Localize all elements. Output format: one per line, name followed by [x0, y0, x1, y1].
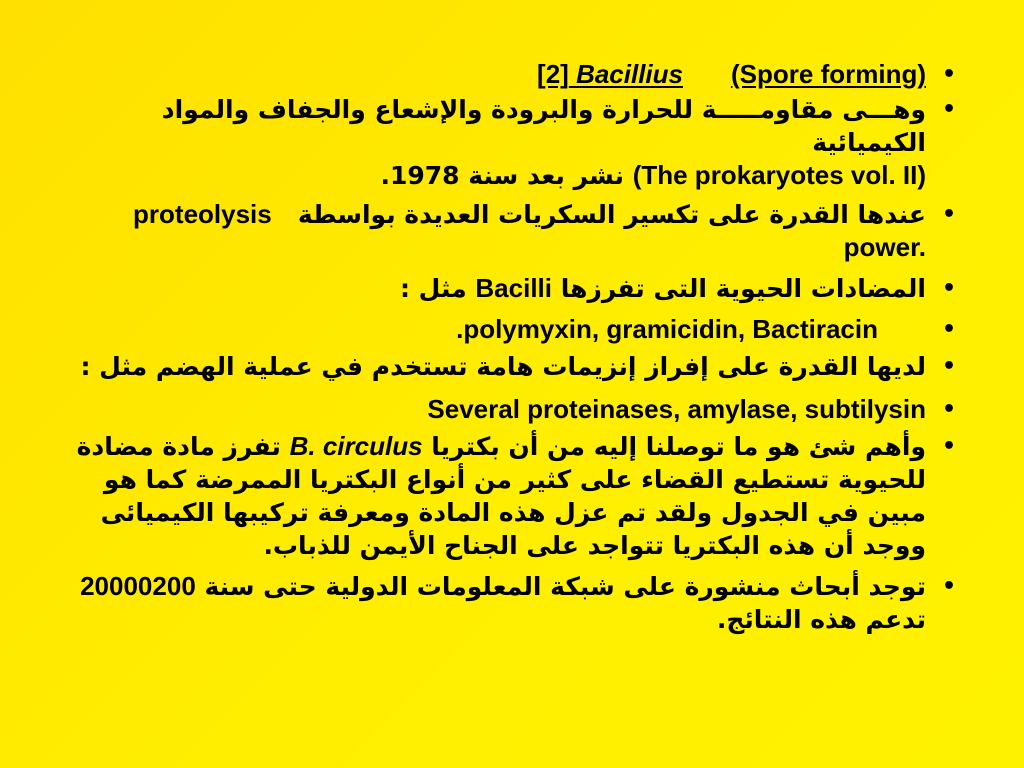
resistance-text: وهـــى مقاومـــــة للحرارة والبرودة والإشعاع والجفاف والمواد الكيميائية — [161, 95, 926, 157]
bullet-marker-9: • — [941, 574, 956, 599]
bullet-text-7 — [56, 393, 926, 426]
ref-number: [2] — [537, 59, 569, 89]
bullet-list — [56, 58, 956, 636]
bullet-marker-1: • — [941, 62, 956, 87]
bullet-item-2 — [56, 93, 956, 192]
bullet-marker-2: • — [941, 97, 956, 122]
bullet-item-3 — [56, 198, 956, 264]
species-name: B. circulus — [289, 431, 423, 461]
spore-forming-note: (Spore forming) — [731, 59, 926, 89]
bullet-item-6 — [56, 350, 956, 383]
bullet-text-9 — [56, 570, 926, 636]
enzymes-text: لديها القدرة على إفراز إنزيمات هامة تستخدم في عملية الهضم مثل : — [80, 352, 926, 381]
power-term: power. — [843, 232, 926, 262]
polysaccharide-breakdown-text: عندها القدرة على تكسير السكريات العديدة بواسطة — [297, 200, 926, 229]
antibiotic-names: .polymyxin, gramicidin, Bactiracin — [456, 314, 878, 344]
supports-results-text: تدعم هذه النتائج. — [716, 605, 926, 634]
bullet-marker-7: • — [941, 397, 956, 422]
bullet-item-9 — [56, 570, 956, 636]
enzyme-names: Several proteinases, amylase, subtilysin — [427, 394, 926, 424]
bacillus-heading — [537, 59, 926, 89]
bullet-item-4 — [56, 272, 956, 305]
bullet-text-6 — [56, 350, 926, 383]
bullet-item-8 — [56, 430, 956, 562]
bullet-text-2 — [56, 93, 926, 192]
bullet-marker-8: • — [941, 434, 956, 459]
bullet-text-8 — [56, 430, 926, 562]
published-after-text: نشر بعد سنة 1978. — [380, 161, 624, 190]
research-text: توجد أبحاث منشورة على شبكة المعلومات الدولية حتى سنة — [204, 572, 926, 601]
antibiotics-text: المضادات الحيوية التى تفرزها — [560, 274, 926, 303]
bullet-marker-4: • — [941, 276, 956, 301]
proteolysis-term: proteolysis — [133, 199, 272, 229]
bullet-text-1 — [56, 58, 926, 91]
antibiotic-discovery-text: تفرز مادة مضادة للحيوية تستطيع القضاء على كثير من أنواع البكتريا الممرضة كما هو مبين في الجدول ولقد تم عزل هذه المادة ومعرفة تركيبها الكيميائى ووجد أن هذه البكتريا تتواجد على الجناح الأيمن للذباب. — [76, 432, 926, 560]
bullet-text-3 — [56, 198, 926, 264]
bullet-marker-6: • — [941, 354, 956, 379]
bullet-item-5 — [56, 313, 956, 346]
bullet-item-7 — [56, 393, 956, 426]
bullet-text-5 — [56, 313, 926, 346]
genus-name: Bacillius — [576, 59, 683, 89]
bacilli-term: Bacilli — [475, 273, 552, 303]
such-as-text: مثل : — [399, 274, 467, 303]
bullet-item-1 — [56, 58, 956, 91]
bullet-text-4 — [56, 272, 926, 305]
discovery-text: وأهم شئ هو ما توصلنا إليه من أن بكتريا — [431, 432, 926, 461]
prokaryotes-reference: (The prokaryotes vol. II) — [632, 160, 926, 190]
year-value: 20000200 — [80, 571, 196, 601]
bullet-marker-5: • — [941, 317, 956, 342]
bullet-marker-3: • — [941, 202, 956, 227]
